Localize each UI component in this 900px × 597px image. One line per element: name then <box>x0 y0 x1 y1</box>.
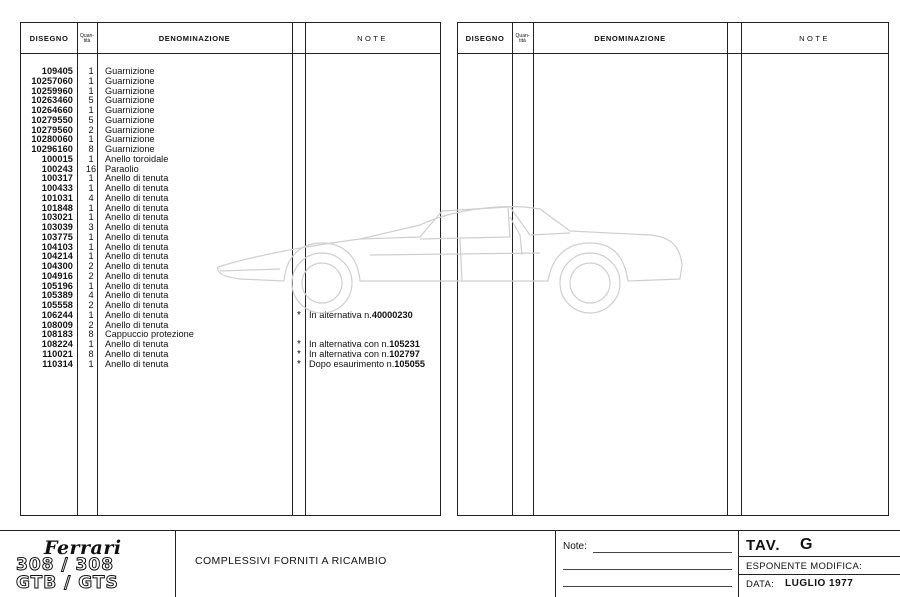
title-block <box>0 530 900 597</box>
table-header <box>21 23 440 54</box>
part-note-text: In alternativa n. <box>309 309 372 320</box>
part-code: 106244 <box>41 309 73 320</box>
table-row <box>21 87 440 97</box>
part-code: 108224 <box>41 339 73 349</box>
part-quantity: 1 <box>88 358 94 369</box>
part-note <box>309 360 425 370</box>
part-note-number: 40000230 <box>371 309 413 320</box>
part-code: 105196 <box>41 280 73 291</box>
part-code: 103039 <box>41 222 73 232</box>
part-description: Guarnizione <box>105 144 155 154</box>
part-quantity: 2 <box>88 261 94 271</box>
part-code: 10280060 <box>31 134 73 145</box>
part-code: 104103 <box>41 241 73 252</box>
footer-divider <box>175 531 176 597</box>
part-code: 104214 <box>41 251 73 262</box>
part-quantity: 3 <box>88 222 94 232</box>
part-description: Guarnizione <box>105 114 155 125</box>
note-marker: * <box>297 339 301 350</box>
part-quantity: 16 <box>85 163 97 174</box>
part-quantity: 2 <box>88 124 94 135</box>
header-quantita-line1: Quan- <box>80 32 94 39</box>
footer-divider <box>555 531 556 597</box>
part-quantity: 1 <box>88 241 94 252</box>
part-code: 10264660 <box>31 105 73 115</box>
document-title: COMPLESSIVI FORNITI A RICAMBIO <box>195 555 387 567</box>
model-line-1: 308 / 308 <box>16 555 115 575</box>
part-quantity: 1 <box>88 231 94 242</box>
table-row <box>21 67 440 77</box>
part-note-text: Dopo esaurimento n. <box>309 358 395 369</box>
part-code: 103021 <box>41 212 73 223</box>
table-row <box>21 165 440 175</box>
part-description: Anello toroidale <box>105 153 169 164</box>
part-quantity: 4 <box>88 290 94 301</box>
part-code: 101031 <box>41 192 73 203</box>
part-description: Anello di tenuta <box>105 348 169 359</box>
part-quantity: 8 <box>88 348 94 359</box>
part-description: Anello di tenuta <box>105 309 169 320</box>
part-description: Anello di tenuta <box>105 212 169 223</box>
note-marker: * <box>297 309 301 321</box>
table-header <box>458 23 888 54</box>
footer-divider <box>738 531 739 597</box>
table-row <box>21 155 440 165</box>
part-quantity: 2 <box>88 319 94 330</box>
header-denominazione: DENOMINAZIONE <box>158 34 231 43</box>
part-description: Anello di tenuta <box>105 300 169 310</box>
part-description: Anello di tenuta <box>105 173 169 184</box>
part-code: 105389 <box>41 290 73 301</box>
part-code: 101848 <box>41 202 73 213</box>
part-quantity: 1 <box>88 85 94 96</box>
table-row <box>21 126 440 136</box>
car-watermark-drawing <box>210 195 690 330</box>
part-quantity: 1 <box>88 66 94 76</box>
table-row <box>21 135 440 145</box>
part-code: 100243 <box>41 163 73 174</box>
part-description: Anello di tenuta <box>105 270 169 281</box>
table-row <box>21 174 440 184</box>
part-quantity: 2 <box>88 270 94 281</box>
part-quantity: 8 <box>88 144 94 154</box>
part-description: Paraolio <box>105 163 139 174</box>
part-code: 103775 <box>41 231 73 242</box>
part-note-text: In alternativa con n. <box>309 339 390 349</box>
part-quantity: 5 <box>88 114 94 125</box>
ferrari-logo <box>6 535 166 595</box>
column-divider <box>741 23 742 515</box>
part-quantity: 1 <box>88 75 94 86</box>
date-value: LUGLIO 1977 <box>785 578 854 589</box>
part-description: Anello di tenuta <box>105 251 169 262</box>
table-row <box>21 106 440 116</box>
part-quantity: 1 <box>88 134 94 145</box>
part-code: 104300 <box>41 261 73 271</box>
part-description: Anello di tenuta <box>105 358 169 369</box>
part-description: Anello di tenuta <box>105 231 169 242</box>
part-note-text: In alternativa con n. <box>309 348 390 359</box>
part-code: 10263460 <box>31 95 73 106</box>
part-quantity: 1 <box>88 105 94 115</box>
part-code: 110021 <box>42 348 73 359</box>
part-code: 10259960 <box>31 85 73 96</box>
part-note-number: 102797 <box>389 348 420 359</box>
part-description: Anello di tenuta <box>105 202 169 213</box>
part-code: 10279550 <box>31 114 73 125</box>
part-code: 104916 <box>41 270 73 281</box>
brand-name: Ferrari <box>44 537 122 559</box>
tav-value: G <box>800 536 813 553</box>
part-code: 108183 <box>41 329 73 340</box>
part-quantity: 2 <box>88 300 94 310</box>
header-disegno: DISEGNO <box>465 34 505 43</box>
part-description: Guarnizione <box>105 85 155 96</box>
table-row <box>21 116 440 126</box>
part-description: Anello di tenuta <box>105 261 169 271</box>
part-description: Anello di tenuta <box>105 339 169 349</box>
part-note-number: 105231 <box>389 339 420 349</box>
date-label: DATA: <box>746 579 775 590</box>
table-row <box>21 96 440 106</box>
part-description: Guarnizione <box>105 124 155 135</box>
note-line <box>593 552 732 553</box>
part-quantity: 1 <box>88 309 94 320</box>
table-row <box>21 360 440 370</box>
table-row <box>21 77 440 87</box>
header-quantita-line1: Quan- <box>515 32 530 39</box>
part-description: Anello di tenuta <box>105 192 169 203</box>
header-disegno: DISEGNO <box>29 34 69 43</box>
column-divider <box>727 23 728 515</box>
table-row <box>21 184 440 194</box>
footer-hline <box>738 574 900 575</box>
header-note: NOTE <box>357 34 388 43</box>
header-note: NOTE <box>799 34 830 43</box>
part-quantity: 8 <box>88 329 94 340</box>
part-description: Guarnizione <box>105 95 155 106</box>
part-code: 100433 <box>41 183 73 193</box>
note-marker: * <box>297 358 301 370</box>
part-code: 10296160 <box>31 144 73 154</box>
part-quantity: 1 <box>88 251 94 262</box>
part-code: 108009 <box>41 319 73 330</box>
part-quantity: 1 <box>88 339 94 349</box>
part-quantity: 1 <box>88 212 94 223</box>
part-quantity: 1 <box>88 153 94 164</box>
part-description: Anello di tenuta <box>105 183 169 193</box>
part-description: Guarnizione <box>105 105 155 115</box>
tav-label: TAV. <box>746 537 781 554</box>
part-description: Anello di tenuta <box>105 222 169 232</box>
header-quantita-line2: tità <box>83 37 91 44</box>
part-quantity: 5 <box>88 95 94 106</box>
part-quantity: 1 <box>88 173 94 184</box>
table-row <box>21 145 440 155</box>
header-denominazione: DENOMINAZIONE <box>594 34 666 43</box>
footer-hline <box>738 556 900 557</box>
part-code: 109405 <box>41 66 73 76</box>
note-line <box>563 586 732 587</box>
note-line <box>563 569 732 570</box>
part-description: Anello di tenuta <box>105 241 169 252</box>
part-quantity: 1 <box>88 202 94 213</box>
part-code: 100317 <box>41 173 73 184</box>
part-code: 10257060 <box>31 75 73 86</box>
part-description: Anello di tenuta <box>105 280 169 291</box>
model-line-2: GTB / GTS <box>16 573 119 593</box>
part-quantity: 4 <box>88 192 94 203</box>
note-label: Note: <box>563 541 587 552</box>
part-description: Guarnizione <box>105 75 155 86</box>
part-description: Cappuccio protezione <box>105 329 194 340</box>
part-note-number: 105055 <box>394 358 425 369</box>
note-marker: * <box>297 348 301 360</box>
part-description: Guarnizione <box>105 66 155 76</box>
header-quantita-line2: tità <box>519 37 526 44</box>
header-quantita <box>77 23 97 54</box>
part-code: 10279560 <box>31 124 73 135</box>
header-quantita <box>512 23 533 54</box>
part-code: 105558 <box>41 300 73 310</box>
esponente-modifica-label: ESPONENTE MODIFICA: <box>746 561 863 572</box>
part-description: Anello di tenuta <box>105 290 169 301</box>
part-code: 100015 <box>41 153 73 164</box>
part-description: Anello di tenuta <box>105 319 169 330</box>
part-quantity: 1 <box>88 183 94 193</box>
part-description: Guarnizione <box>105 134 155 145</box>
part-code: 110314 <box>42 358 73 369</box>
part-quantity: 1 <box>88 280 94 291</box>
